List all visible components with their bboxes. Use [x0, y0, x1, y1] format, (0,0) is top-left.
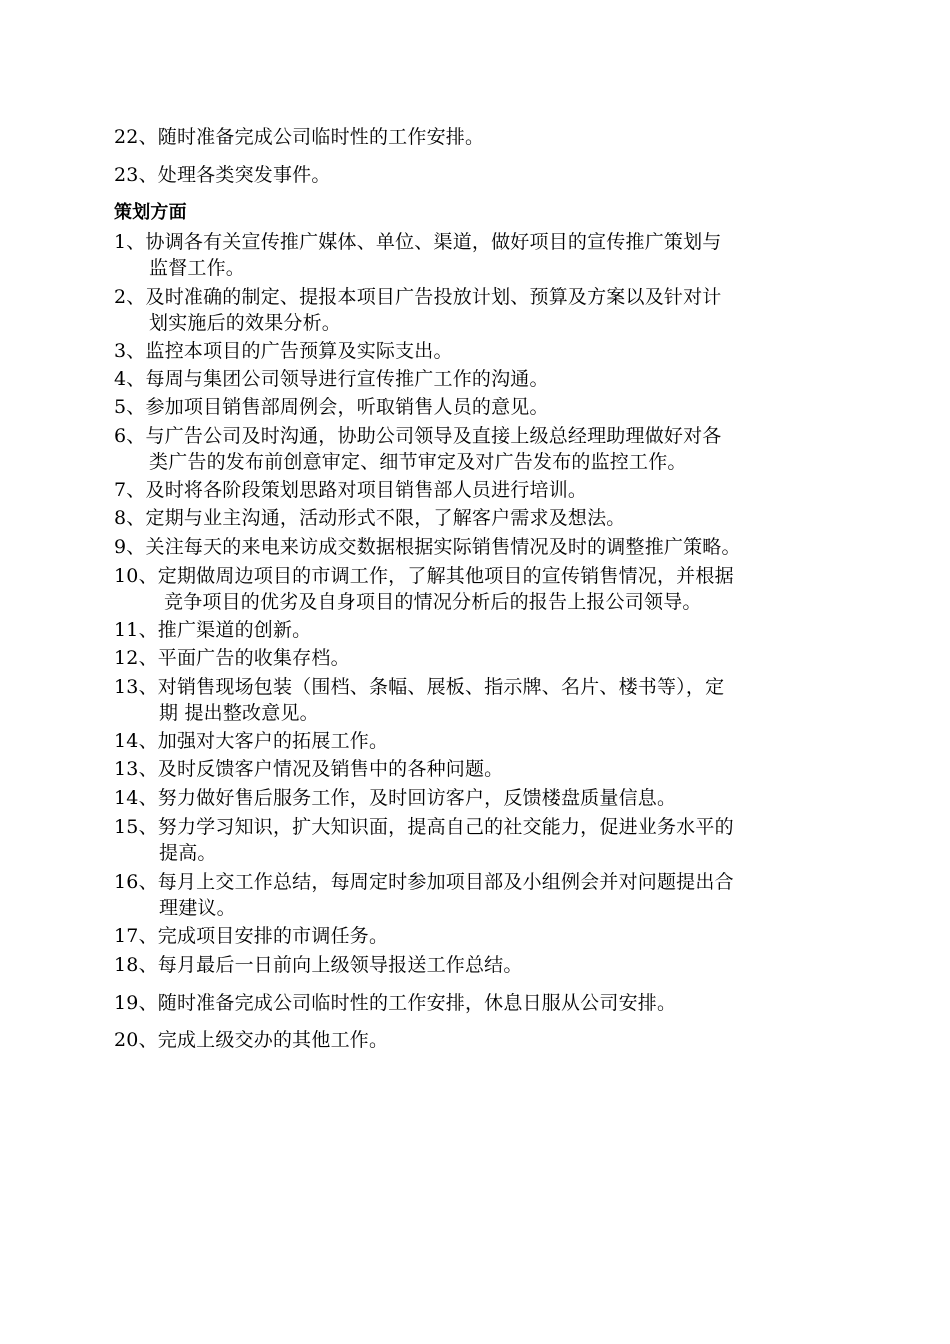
list-item: 19、随时准备完成公司临时性的工作安排，休息日服从公司安排。: [114, 992, 677, 1014]
prev-list-item: 23、处理各类突发事件。: [114, 164, 331, 186]
list-item: 2、及时准确的制定、提报本项目广告投放计划、预算及方案以及针对计: [114, 286, 722, 308]
prev-list-item: 22、随时准备完成公司临时性的工作安排。: [114, 126, 485, 148]
list-item: 20、完成上级交办的其他工作。: [114, 1029, 389, 1051]
list-item: 9、关注每天的来电来访成交数据根据实际销售情况及时的调整推广策略。: [114, 536, 741, 558]
list-item-continuation: 提高。: [159, 842, 217, 864]
list-item-continuation: 划实施后的效果分析。: [149, 312, 342, 334]
list-item-continuation: 理建议。: [159, 897, 236, 919]
list-item: 11、推广渠道的创新。: [114, 619, 312, 641]
list-item: 14、加强对大客户的拓展工作。: [114, 730, 389, 752]
list-item: 17、完成项目安排的市调任务。: [114, 925, 389, 947]
list-item: 18、每月最后一日前向上级领导报送工作总结。: [114, 954, 523, 976]
list-item-continuation: 监督工作。: [149, 257, 246, 279]
list-item: 1、协调各有关宣传推广媒体、单位、渠道，做好项目的宣传推广策划与: [114, 231, 722, 253]
list-item-continuation: 类广告的发布前创意审定、细节审定及对广告发布的监控工作。: [149, 451, 687, 473]
list-item-continuation: 竞争项目的优劣及自身项目的情况分析后的报告上报公司领导。: [164, 591, 702, 613]
list-item: 12、平面广告的收集存档。: [114, 647, 350, 669]
list-item: 8、定期与业主沟通，活动形式不限，了解客户需求及想法。: [114, 507, 626, 529]
list-item: 15、努力学习知识，扩大知识面，提高自己的社交能力，促进业务水平的: [114, 816, 734, 838]
list-item: 7、及时将各阶段策划思路对项目销售部人员进行培训。: [114, 479, 588, 501]
list-item: 5、参加项目销售部周例会，听取销售人员的意见。: [114, 396, 549, 418]
list-item: 10、定期做周边项目的市调工作，了解其他项目的宣传销售情况，并根据: [114, 565, 734, 587]
list-item: 14、努力做好售后服务工作，及时回访客户，反馈楼盘质量信息。: [114, 787, 677, 809]
list-item-continuation: 期 提出整改意见。: [159, 702, 319, 724]
section-heading: 策划方面: [114, 202, 187, 223]
list-item: 13、及时反馈客户情况及销售中的各种问题。: [114, 758, 504, 780]
list-item: 13、对销售现场包装（围档、条幅、展板、指示牌、名片、楼书等），定: [114, 676, 725, 698]
list-item: 4、每周与集团公司领导进行宣传推广工作的沟通。: [114, 368, 549, 390]
list-item: 3、监控本项目的广告预算及实际支出。: [114, 340, 453, 362]
list-item: 16、每月上交工作总结，每周定时参加项目部及小组例会并对问题提出合: [114, 871, 734, 893]
list-item: 6、与广告公司及时沟通，协助公司领导及直接上级总经理助理做好对各: [114, 425, 722, 447]
